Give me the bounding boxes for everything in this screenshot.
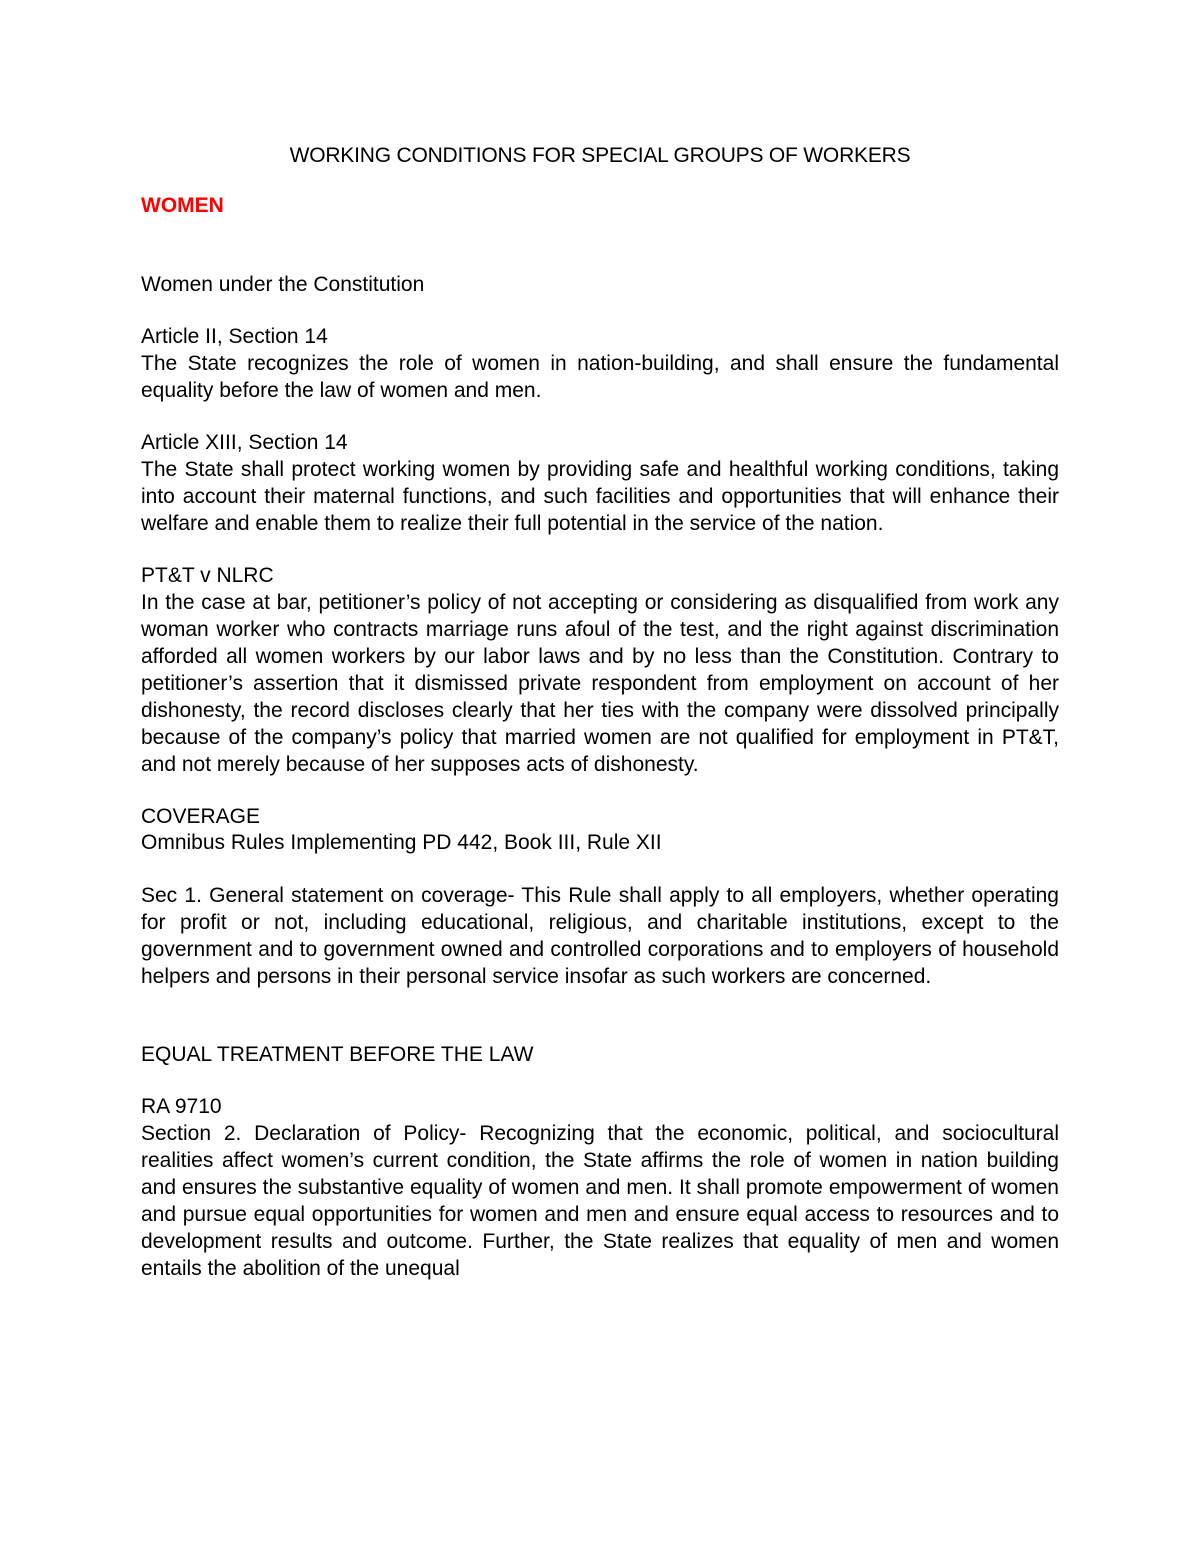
equal-treatment-heading: EQUAL TREATMENT BEFORE THE LAW — [141, 1043, 534, 1066]
women-heading: WOMEN — [141, 194, 224, 217]
coverage-source: Omnibus Rules Implementing PD 442, Book III, Rule XII — [141, 831, 662, 854]
spacer — [141, 298, 1059, 324]
spacer — [141, 856, 1059, 882]
article-ii-text: The State recognizes the role of women in nation-building, and shall ensure the fundamental equality before the law of women and men. — [141, 352, 1059, 402]
article-xiii-label: Article XIII, Section 14 — [141, 431, 348, 454]
article-xiii-text: The State shall protect working women by providing safe and healthful working conditions, taking into account their maternal functions, and such facilities and opportunities that will enhance their welfare and enable them to realize their full potential in the service of the nation. — [141, 458, 1059, 535]
article-ii-label: Article II, Section 14 — [141, 325, 328, 348]
spacer — [141, 778, 1059, 804]
document-content — [141, 142, 1059, 1282]
case-label: PT&T v NLRC — [141, 564, 274, 587]
coverage-heading: COVERAGE — [141, 805, 261, 828]
spacer — [141, 990, 1059, 1042]
document-title: WORKING CONDITIONS FOR SPECIAL GROUPS OF WORKERS — [289, 144, 911, 167]
ra-9710-text: Section 2. Declaration of Policy- Recognizing that the economic, political, and sociocultural realities affect women’s current condition, the State affirms the role of women in nation building and ensures the substantive equality of women and men. It shall promote empowerment of women and pursue equal opportunities for women and men and ensure equal access to resources and to development results and outcome. Further, the State realizes that equality of men and women entails the abolition of the unequal — [141, 1122, 1059, 1280]
spacer — [141, 537, 1059, 563]
spacer — [141, 1068, 1059, 1094]
constitution-heading: Women under the Constitution — [141, 273, 425, 296]
section-1-text: Sec 1. General statement on coverage- This Rule shall apply to all employers, whether operating for profit or not, including educational, religious, and charitable institutions, except to the government and to government owned and controlled corporations and to employers of household helpers and persons in their personal service insofar as such workers are concerned. — [141, 884, 1059, 988]
case-text: In the case at bar, petitioner’s policy of not accepting or considering as disqualified from work any woman worker who contracts marriage runs afoul of the test, and the right against discrimination afforded all women workers by our labor laws and by no less than the Constitution. Contrary to petitioner’s assertion that it dismissed private respondent from employment on account of her dishonesty, the record discloses clearly that her ties with the company were dissolved principally because of the company’s policy that married women are not qualified for employment in PT&T, and not merely because of her supposes acts of dishonesty. — [141, 591, 1059, 776]
ra-9710-label: RA 9710 — [141, 1095, 222, 1118]
spacer — [141, 404, 1059, 430]
